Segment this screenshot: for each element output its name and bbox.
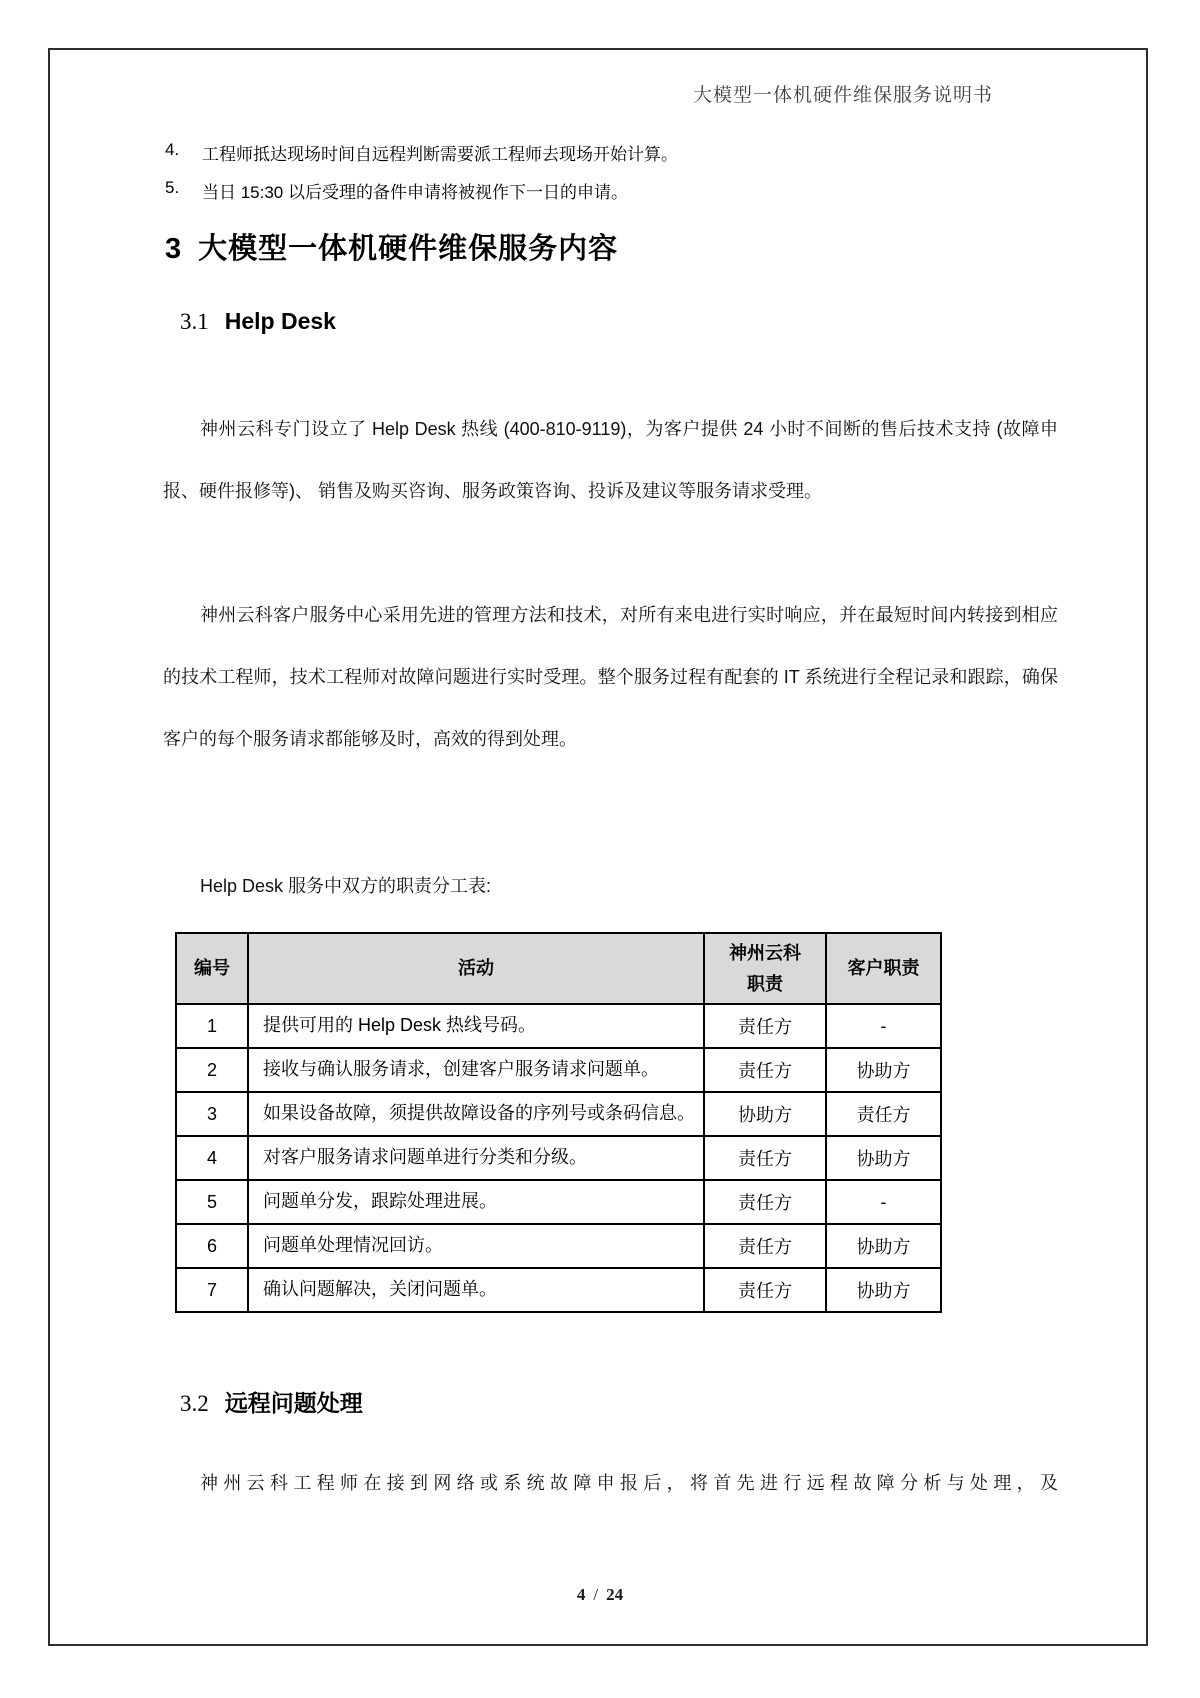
paragraph-helpdesk-intro: 神州云科专门设立了 Help Desk 热线 (400-810-9119)，为客户提供 24 小时不间断的售后技术支持 (故障申报、硬件报修等)、 销售及购买咨询、服务政策咨询、投诉及建议等服务请求受理。 bbox=[163, 419, 1058, 501]
section-heading-helpdesk bbox=[180, 308, 336, 335]
cell-id: 4 bbox=[176, 1136, 248, 1180]
cell-id: 6 bbox=[176, 1224, 248, 1268]
table-header-row bbox=[176, 933, 941, 1004]
table-caption: Help Desk 服务中双方的职责分工表: bbox=[200, 876, 492, 896]
cell-vendor: 责任方 bbox=[704, 1180, 826, 1224]
cell-vendor: 责任方 bbox=[704, 1136, 826, 1180]
page-number-current: 4 bbox=[576, 1585, 586, 1604]
chapter-heading bbox=[165, 226, 618, 267]
cell-customer: 协助方 bbox=[826, 1224, 941, 1268]
cell-id: 2 bbox=[176, 1048, 248, 1092]
cell-activity: 确认问题解决，关闭问题单。 bbox=[248, 1268, 704, 1312]
section-title: 远程问题处理 bbox=[224, 1390, 363, 1416]
list-item-text: 当日 15:30 以后受理的备件申请将被视作下一日的申请。 bbox=[202, 183, 628, 202]
cell-activity: 如果设备故障，须提供故障设备的序列号或条码信息。 bbox=[248, 1092, 704, 1136]
cell-customer: 协助方 bbox=[826, 1268, 941, 1312]
section-number: 3.1 bbox=[180, 309, 209, 334]
cell-activity: 问题单处理情况回访。 bbox=[248, 1224, 704, 1268]
column-header-vendor-line1: 神州云科 bbox=[729, 943, 801, 963]
table-row bbox=[176, 1224, 941, 1268]
table-row bbox=[176, 1268, 941, 1312]
cell-id: 5 bbox=[176, 1180, 248, 1224]
cell-customer: - bbox=[826, 1180, 941, 1224]
cell-customer: 协助方 bbox=[826, 1136, 941, 1180]
cell-customer: 责任方 bbox=[826, 1092, 941, 1136]
column-header-vendor-line2: 职责 bbox=[747, 973, 783, 994]
column-header-id: 编号 bbox=[176, 933, 248, 1004]
page-number-total: 24 bbox=[606, 1585, 624, 1604]
section-title: Help Desk bbox=[224, 308, 336, 334]
section-heading-remote bbox=[180, 1385, 363, 1418]
cell-id: 3 bbox=[176, 1092, 248, 1136]
cell-id: 1 bbox=[176, 1004, 248, 1048]
section-number: 3.2 bbox=[180, 1391, 209, 1416]
cell-customer: - bbox=[826, 1004, 941, 1048]
page-footer bbox=[0, 1585, 1200, 1605]
column-header-customer: 客户职责 bbox=[826, 933, 941, 1004]
cell-customer: 协助方 bbox=[826, 1048, 941, 1092]
cell-vendor: 责任方 bbox=[704, 1268, 826, 1312]
table-row bbox=[176, 1136, 941, 1180]
cell-activity: 问题单分发，跟踪处理进展。 bbox=[248, 1180, 704, 1224]
list-item bbox=[165, 178, 1065, 203]
list-item-number: 4. bbox=[165, 140, 180, 159]
cell-activity: 提供可用的 Help Desk 热线号码。 bbox=[248, 1004, 704, 1048]
page-number-separator: / bbox=[593, 1585, 599, 1604]
table-row bbox=[176, 1092, 941, 1136]
table-row bbox=[176, 1180, 941, 1224]
list-item-text: 工程师抵达现场时间自远程判断需要派工程师去现场开始计算。 bbox=[202, 145, 678, 164]
cell-vendor: 责任方 bbox=[704, 1048, 826, 1092]
responsibility-table bbox=[175, 932, 942, 1313]
cell-activity: 对客户服务请求问题单进行分类和分级。 bbox=[248, 1136, 704, 1180]
table-row bbox=[176, 1048, 941, 1092]
column-header-vendor bbox=[704, 933, 826, 1004]
chapter-title: 大模型一体机硬件维保服务内容 bbox=[198, 233, 619, 265]
paragraph-remote-intro: 神州云科工程师在接到网络或系统故障申报后，将首先进行远程故障分析与处理，及 bbox=[200, 1473, 1058, 1493]
page-header-title: 大模型一体机硬件维保服务说明书 bbox=[692, 85, 993, 106]
cell-id: 7 bbox=[176, 1268, 248, 1312]
column-header-activity: 活动 bbox=[248, 933, 704, 1004]
paragraph-helpdesk-center: 神州云科客户服务中心采用先进的管理方法和技术，对所有来电进行实时响应，并在最短时间内转接到相应的技术工程师，技术工程师对故障问题进行实时受理。整个服务过程有配套的 IT 系统进行全程记录和跟踪，确保客户的每个服务请求都能够及时，高效的得到处理。 bbox=[163, 605, 1058, 749]
chapter-number: 3 bbox=[165, 233, 183, 265]
cell-vendor: 责任方 bbox=[704, 1004, 826, 1048]
cell-vendor: 协助方 bbox=[704, 1092, 826, 1136]
list-item bbox=[165, 140, 1065, 165]
cell-activity: 接收与确认服务请求，创建客户服务请求问题单。 bbox=[248, 1048, 704, 1092]
cell-vendor: 责任方 bbox=[704, 1224, 826, 1268]
table-row bbox=[176, 1004, 941, 1048]
list-item-number: 5. bbox=[165, 178, 180, 197]
